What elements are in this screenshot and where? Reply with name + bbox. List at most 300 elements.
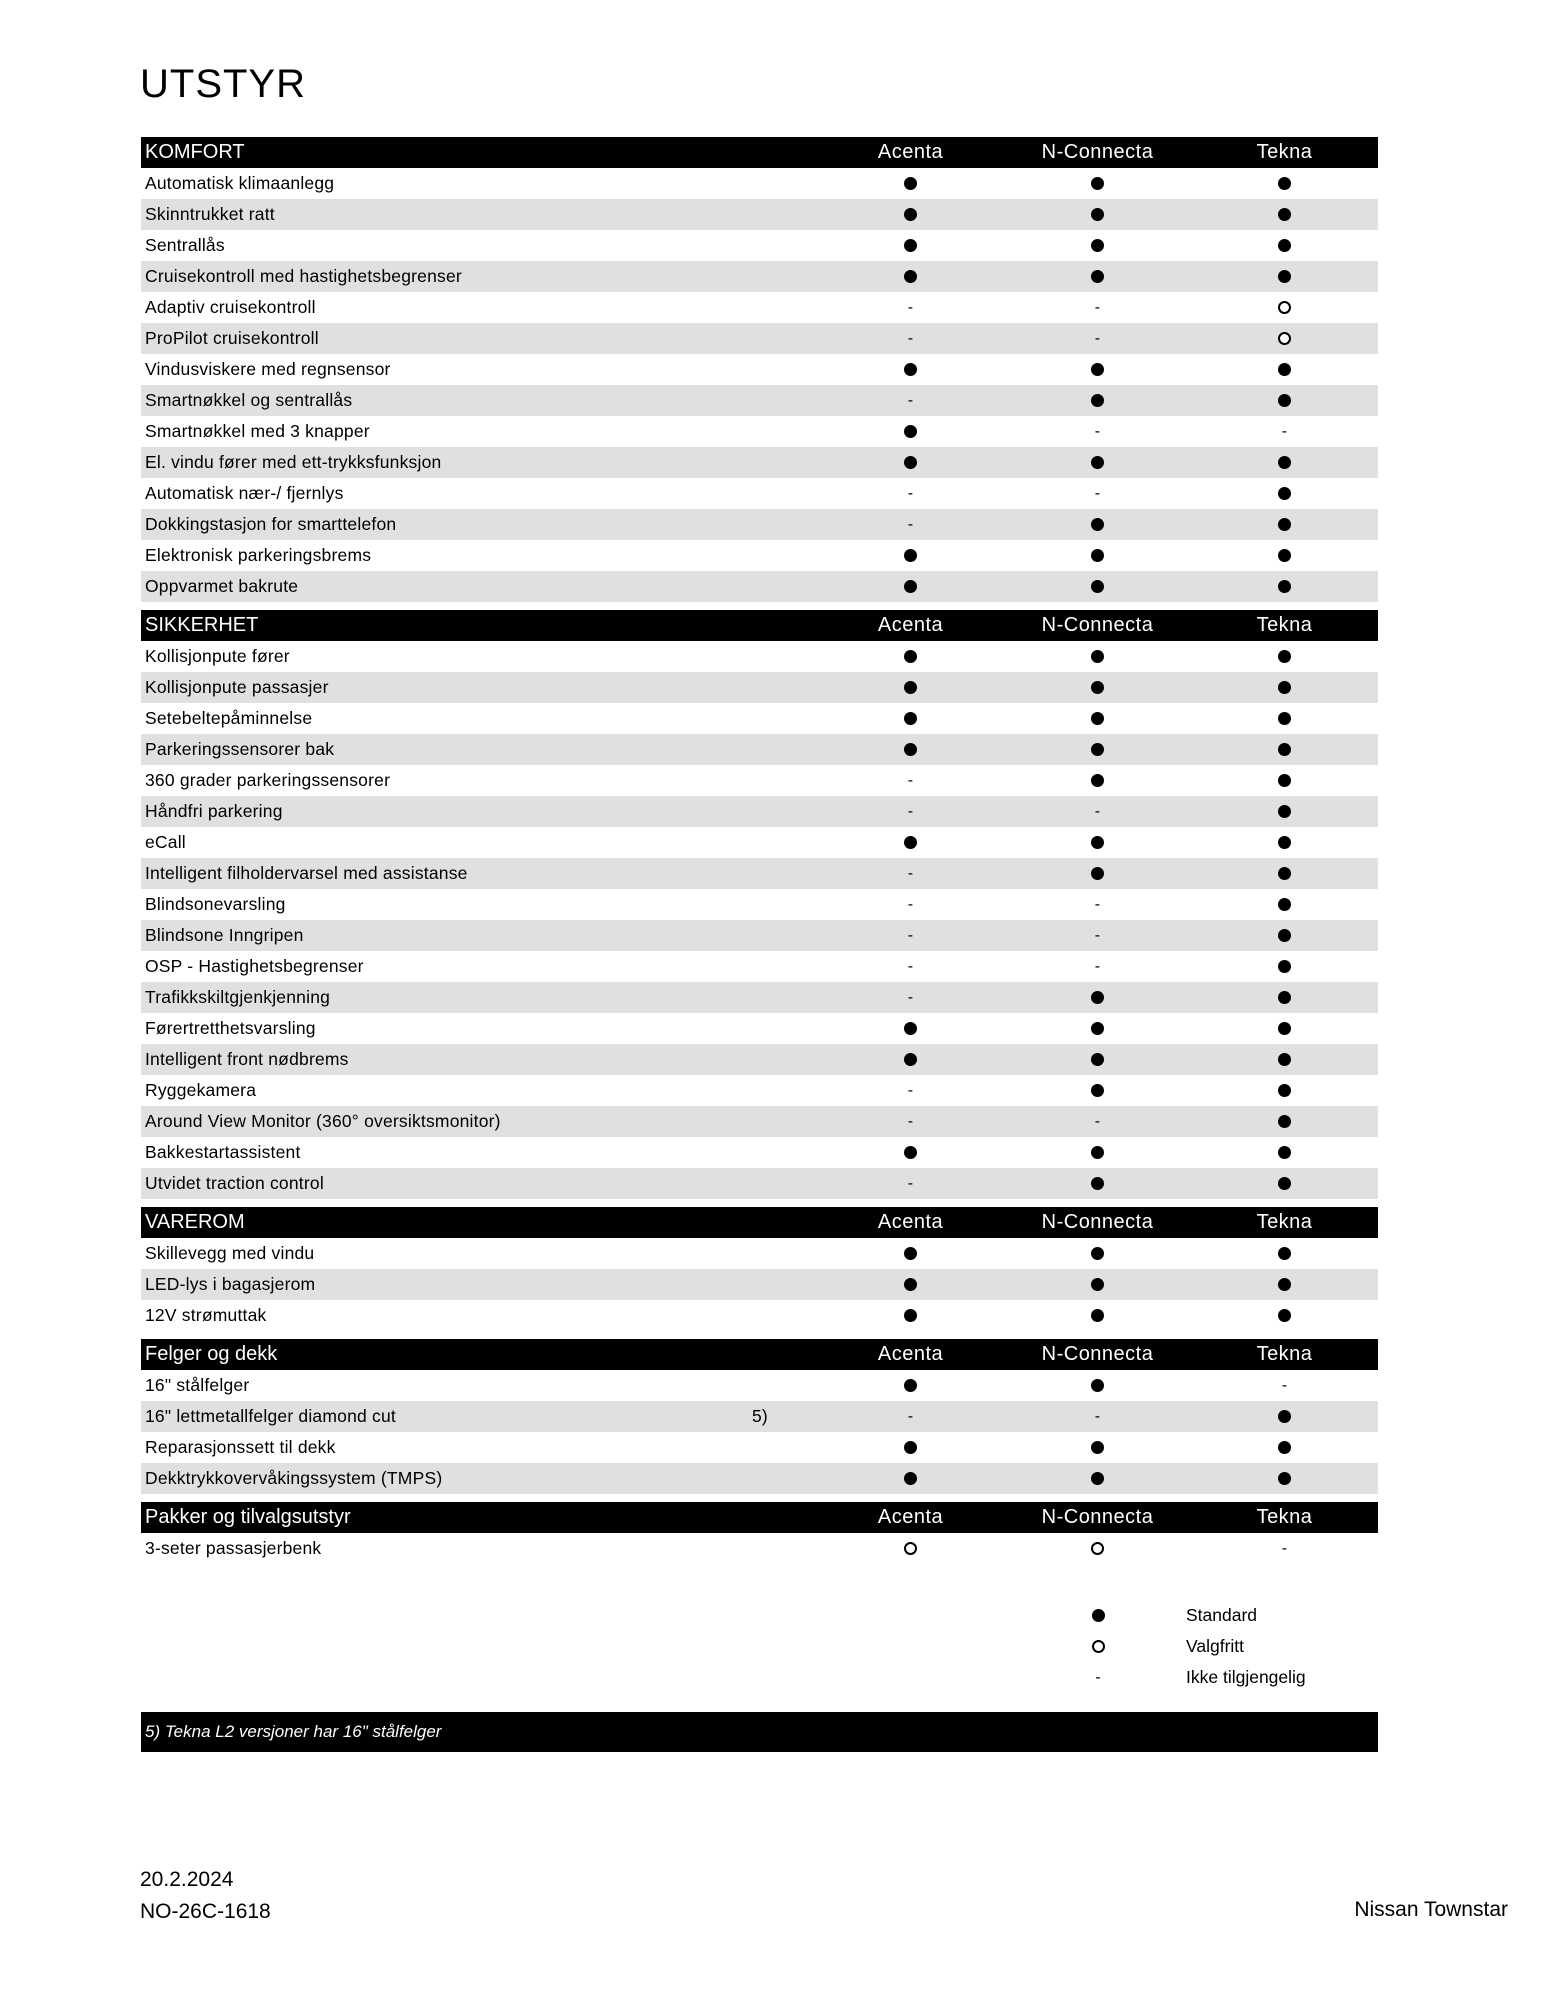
value-cell bbox=[1004, 889, 1191, 920]
table-row bbox=[141, 703, 1378, 734]
table-row bbox=[141, 1137, 1378, 1168]
table-row bbox=[141, 1075, 1378, 1106]
value-cell bbox=[817, 199, 1004, 230]
row-label-text: Around View Monitor (360° oversiktsmonitor) bbox=[145, 1111, 501, 1131]
row-label-text: Sentrallås bbox=[145, 235, 225, 255]
table-row bbox=[141, 1370, 1378, 1401]
table-row bbox=[141, 323, 1378, 354]
row-label bbox=[141, 1468, 817, 1489]
standard-dot-icon bbox=[1091, 743, 1104, 756]
table-row bbox=[141, 827, 1378, 858]
row-label-text: Skinntrukket ratt bbox=[145, 204, 275, 224]
column-header: N-Connecta bbox=[1041, 1343, 1154, 1365]
row-label bbox=[141, 1173, 817, 1194]
value-cell bbox=[1191, 1106, 1378, 1137]
value-cell bbox=[817, 571, 1004, 602]
value-cell bbox=[817, 540, 1004, 571]
value-cell bbox=[1191, 1075, 1378, 1106]
not-available-dash-icon: - bbox=[907, 1407, 914, 1425]
standard-dot-icon bbox=[904, 650, 917, 663]
value-cell bbox=[1191, 765, 1378, 796]
legend bbox=[1050, 1600, 1380, 1693]
value-cell bbox=[1004, 734, 1191, 765]
value-cell bbox=[1004, 478, 1191, 509]
not-available-dash-icon: - bbox=[1094, 895, 1101, 913]
footnote-text: 5) Tekna L2 versjoner har 16" stålfelger bbox=[145, 1722, 442, 1741]
standard-dot-icon bbox=[904, 1441, 917, 1454]
value-cell bbox=[817, 1238, 1004, 1269]
value-cell bbox=[1004, 1044, 1191, 1075]
value-cell bbox=[1191, 261, 1378, 292]
row-label bbox=[141, 1142, 817, 1163]
value-cell bbox=[817, 889, 1004, 920]
standard-dot-icon bbox=[904, 1022, 917, 1035]
column-header: Tekna bbox=[1256, 614, 1313, 636]
standard-dot-icon bbox=[1278, 487, 1291, 500]
standard-dot-icon bbox=[904, 208, 917, 221]
value-cell bbox=[1191, 951, 1378, 982]
value-cell bbox=[1004, 447, 1191, 478]
table-section bbox=[141, 1502, 1378, 1564]
value-cell bbox=[1004, 1075, 1191, 1106]
row-label-text: Dekktrykkovervåkingssystem (TMPS) bbox=[145, 1468, 443, 1488]
row-label bbox=[141, 1243, 817, 1264]
row-label-text: Kollisjonpute fører bbox=[145, 646, 290, 666]
value-cell bbox=[1191, 540, 1378, 571]
column-header: Tekna bbox=[1256, 1211, 1313, 1233]
standard-dot-icon bbox=[1091, 549, 1104, 562]
value-cell bbox=[1004, 261, 1191, 292]
value-cell bbox=[817, 1044, 1004, 1075]
standard-dot-icon bbox=[1091, 1084, 1104, 1097]
value-cell bbox=[1004, 416, 1191, 447]
value-cell bbox=[1191, 1238, 1378, 1269]
standard-dot-icon bbox=[1278, 836, 1291, 849]
standard-dot-icon bbox=[1091, 836, 1104, 849]
table-row bbox=[141, 1168, 1378, 1199]
standard-dot-icon bbox=[1091, 1177, 1104, 1190]
table-row bbox=[141, 1106, 1378, 1137]
value-cell bbox=[1004, 199, 1191, 230]
value-cell bbox=[817, 1137, 1004, 1168]
value-cell bbox=[1191, 982, 1378, 1013]
not-available-dash-icon: - bbox=[1094, 926, 1101, 944]
section-header bbox=[141, 1502, 1378, 1533]
row-label bbox=[141, 1538, 817, 1559]
standard-dot-icon bbox=[1091, 681, 1104, 694]
value-cell bbox=[817, 447, 1004, 478]
column-header: Acenta bbox=[877, 1343, 944, 1365]
not-available-dash-icon: - bbox=[1281, 1539, 1288, 1557]
not-available-dash-icon: - bbox=[907, 329, 914, 347]
not-available-dash-icon: - bbox=[907, 895, 914, 913]
value-cell bbox=[1004, 230, 1191, 261]
table-row bbox=[141, 765, 1378, 796]
row-label-text: Automatisk klimaanlegg bbox=[145, 173, 335, 193]
value-cell bbox=[1191, 571, 1378, 602]
row-label-text: Cruisekontroll med hastighetsbegrenser bbox=[145, 266, 462, 286]
standard-dot-icon bbox=[1091, 774, 1104, 787]
row-label-text: Dokkingstasjon for smarttelefon bbox=[145, 514, 397, 534]
not-available-dash-icon: - bbox=[907, 771, 914, 789]
not-available-dash-icon: - bbox=[1094, 298, 1101, 316]
value-cell bbox=[817, 1013, 1004, 1044]
table-row bbox=[141, 1044, 1378, 1075]
standard-dot-icon bbox=[904, 177, 917, 190]
row-label bbox=[141, 1437, 817, 1458]
value-cell bbox=[817, 1300, 1004, 1331]
legend-item bbox=[1050, 1631, 1380, 1662]
row-label-text: Blindsone Inngripen bbox=[145, 925, 304, 945]
value-cell bbox=[1004, 1269, 1191, 1300]
table-row bbox=[141, 1013, 1378, 1044]
value-cell bbox=[817, 1269, 1004, 1300]
value-cell bbox=[1191, 827, 1378, 858]
section-header bbox=[141, 137, 1378, 168]
legend-text: Standard bbox=[1186, 1605, 1258, 1625]
not-available-dash-icon: - bbox=[907, 1081, 914, 1099]
standard-dot-icon bbox=[1278, 363, 1291, 376]
row-label bbox=[141, 235, 817, 256]
standard-dot-icon bbox=[1278, 1084, 1291, 1097]
standard-dot-icon bbox=[1278, 1410, 1291, 1423]
row-label-text: LED-lys i bagasjerom bbox=[145, 1274, 316, 1294]
value-cell bbox=[817, 1533, 1004, 1564]
not-available-dash-icon: - bbox=[907, 1112, 914, 1130]
standard-dot-icon bbox=[904, 1278, 917, 1291]
standard-dot-icon bbox=[1091, 712, 1104, 725]
row-label-text: Ryggekamera bbox=[145, 1080, 257, 1100]
value-cell bbox=[1191, 1168, 1378, 1199]
row-label-text: El. vindu fører med ett-trykksfunksjon bbox=[145, 452, 442, 472]
value-cell bbox=[817, 509, 1004, 540]
standard-dot-icon bbox=[1091, 208, 1104, 221]
brand-name: Nissan Townstar bbox=[1354, 1898, 1508, 1921]
table-section bbox=[141, 1339, 1378, 1494]
value-cell bbox=[817, 827, 1004, 858]
value-cell bbox=[1004, 540, 1191, 571]
table-row bbox=[141, 199, 1378, 230]
document-code: NO-26C-1618 bbox=[140, 1900, 271, 1923]
standard-dot-icon bbox=[1278, 650, 1291, 663]
value-cell bbox=[817, 1432, 1004, 1463]
row-label-text: Håndfri parkering bbox=[145, 801, 283, 821]
standard-dot-icon bbox=[1278, 1146, 1291, 1159]
value-cell bbox=[1004, 1401, 1191, 1432]
value-cell bbox=[1191, 672, 1378, 703]
value-cell bbox=[1191, 1013, 1378, 1044]
row-label bbox=[141, 925, 817, 946]
row-label bbox=[141, 297, 817, 318]
value-cell bbox=[1004, 1533, 1191, 1564]
row-footnote-ref: 5) bbox=[752, 1406, 768, 1426]
standard-dot-icon bbox=[1091, 1309, 1104, 1322]
value-cell bbox=[1004, 1013, 1191, 1044]
column-header: N-Connecta bbox=[1041, 614, 1154, 636]
standard-dot-icon bbox=[1091, 1247, 1104, 1260]
value-cell bbox=[1191, 1463, 1378, 1494]
table-row bbox=[141, 509, 1378, 540]
standard-dot-icon bbox=[1278, 774, 1291, 787]
column-header: Tekna bbox=[1256, 141, 1313, 163]
value-cell bbox=[1191, 858, 1378, 889]
value-cell bbox=[817, 385, 1004, 416]
value-cell bbox=[1004, 571, 1191, 602]
standard-dot-icon bbox=[1278, 394, 1291, 407]
row-label bbox=[141, 266, 817, 287]
section-header bbox=[141, 610, 1378, 641]
row-label-text: Automatisk nær-/ fjernlys bbox=[145, 483, 344, 503]
standard-dot-icon bbox=[1091, 1441, 1104, 1454]
standard-dot-icon bbox=[904, 1379, 917, 1392]
row-label bbox=[141, 1274, 817, 1295]
value-cell bbox=[1004, 1370, 1191, 1401]
value-cell bbox=[817, 734, 1004, 765]
standard-dot-icon bbox=[1278, 929, 1291, 942]
standard-dot-icon bbox=[904, 1309, 917, 1322]
row-label bbox=[141, 1406, 817, 1427]
standard-dot-icon bbox=[904, 425, 917, 438]
table-row bbox=[141, 540, 1378, 571]
row-label bbox=[141, 483, 817, 504]
standard-dot-icon bbox=[1278, 1177, 1291, 1190]
standard-dot-icon bbox=[1091, 1146, 1104, 1159]
value-cell bbox=[817, 168, 1004, 199]
standard-dot-icon bbox=[904, 712, 917, 725]
standard-dot-icon bbox=[904, 1053, 917, 1066]
table-row bbox=[141, 951, 1378, 982]
value-cell bbox=[1004, 982, 1191, 1013]
table-row bbox=[141, 1300, 1378, 1331]
standard-dot-icon bbox=[1278, 1441, 1291, 1454]
row-label bbox=[141, 646, 817, 667]
value-cell bbox=[1191, 641, 1378, 672]
value-cell bbox=[1191, 1401, 1378, 1432]
column-header: Acenta bbox=[877, 1506, 944, 1528]
table-row bbox=[141, 889, 1378, 920]
value-cell bbox=[817, 292, 1004, 323]
standard-dot-icon bbox=[1091, 580, 1104, 593]
column-header: N-Connecta bbox=[1041, 1211, 1154, 1233]
standard-dot-icon bbox=[1091, 363, 1104, 376]
row-label bbox=[141, 739, 817, 760]
row-label-text: 3-seter passasjerbenk bbox=[145, 1538, 322, 1558]
standard-dot-icon bbox=[1278, 712, 1291, 725]
standard-dot-icon bbox=[1278, 239, 1291, 252]
value-cell bbox=[817, 261, 1004, 292]
column-header: Acenta bbox=[877, 614, 944, 636]
row-label-text: Elektronisk parkeringsbrems bbox=[145, 545, 372, 565]
row-label-text: 360 grader parkeringssensorer bbox=[145, 770, 391, 790]
value-cell bbox=[1004, 641, 1191, 672]
standard-dot-icon bbox=[1278, 518, 1291, 531]
table-row bbox=[141, 478, 1378, 509]
not-available-dash-icon: - bbox=[1094, 1407, 1101, 1425]
value-cell bbox=[1191, 354, 1378, 385]
standard-dot-icon bbox=[1278, 991, 1291, 1004]
table-row bbox=[141, 385, 1378, 416]
row-label bbox=[141, 770, 817, 791]
standard-dot-icon bbox=[1091, 1278, 1104, 1291]
not-available-dash-icon: - bbox=[1281, 422, 1288, 440]
value-cell bbox=[817, 1168, 1004, 1199]
value-cell bbox=[1191, 323, 1378, 354]
value-cell bbox=[1004, 796, 1191, 827]
row-label bbox=[141, 545, 817, 566]
row-label bbox=[141, 421, 817, 442]
not-available-dash-icon: - bbox=[907, 988, 914, 1006]
optional-ring-icon bbox=[904, 1542, 917, 1555]
equipment-table bbox=[141, 137, 1378, 1572]
row-label-text: Smartnøkkel med 3 knapper bbox=[145, 421, 370, 441]
row-label bbox=[141, 390, 817, 411]
value-cell bbox=[1004, 920, 1191, 951]
row-label-text: Vindusviskere med regnsensor bbox=[145, 359, 391, 379]
standard-dot-icon bbox=[1091, 1379, 1104, 1392]
table-row bbox=[141, 858, 1378, 889]
row-label-text: Bakkestartassistent bbox=[145, 1142, 301, 1162]
value-cell bbox=[1191, 1533, 1378, 1564]
value-cell bbox=[1004, 1463, 1191, 1494]
section-title: SIKKERHET bbox=[145, 614, 259, 636]
row-label bbox=[141, 708, 817, 729]
row-label bbox=[141, 1111, 817, 1132]
standard-dot-icon bbox=[1278, 456, 1291, 469]
not-available-dash-icon: - bbox=[907, 926, 914, 944]
row-label-text: Oppvarmet bakrute bbox=[145, 576, 299, 596]
value-cell bbox=[1004, 1168, 1191, 1199]
row-label-text: Parkeringssensorer bak bbox=[145, 739, 335, 759]
standard-dot-icon bbox=[904, 1247, 917, 1260]
section-title: KOMFORT bbox=[145, 141, 245, 163]
value-cell bbox=[1191, 168, 1378, 199]
value-cell bbox=[1191, 1044, 1378, 1075]
value-cell bbox=[817, 920, 1004, 951]
table-row bbox=[141, 168, 1378, 199]
value-cell bbox=[1191, 385, 1378, 416]
standard-dot-icon bbox=[1278, 1247, 1291, 1260]
value-cell bbox=[1004, 858, 1191, 889]
table-row bbox=[141, 261, 1378, 292]
standard-dot-icon bbox=[904, 270, 917, 283]
standard-dot-icon bbox=[1091, 456, 1104, 469]
value-cell bbox=[1004, 1238, 1191, 1269]
value-cell bbox=[1004, 168, 1191, 199]
value-cell bbox=[817, 703, 1004, 734]
table-section bbox=[141, 137, 1378, 602]
value-cell bbox=[817, 478, 1004, 509]
standard-dot-icon bbox=[904, 681, 917, 694]
value-cell bbox=[817, 765, 1004, 796]
standard-dot-icon bbox=[1278, 549, 1291, 562]
footnote-bar bbox=[141, 1712, 1378, 1752]
row-label bbox=[141, 328, 817, 349]
row-label-text: Kollisjonpute passasjer bbox=[145, 677, 329, 697]
standard-dot-icon bbox=[1278, 1022, 1291, 1035]
not-available-dash-icon: - bbox=[1281, 1376, 1288, 1394]
legend-item bbox=[1050, 1662, 1380, 1693]
legend-item bbox=[1050, 1600, 1380, 1631]
column-header: Tekna bbox=[1256, 1343, 1313, 1365]
standard-dot-icon bbox=[1092, 1609, 1105, 1622]
value-cell bbox=[1191, 509, 1378, 540]
not-available-dash-icon: - bbox=[907, 802, 914, 820]
not-available-dash-icon: - bbox=[907, 484, 914, 502]
row-label-text: Skillevegg med vindu bbox=[145, 1243, 315, 1263]
row-label bbox=[141, 1049, 817, 1070]
table-row bbox=[141, 354, 1378, 385]
value-cell bbox=[1191, 447, 1378, 478]
value-cell bbox=[1191, 416, 1378, 447]
standard-dot-icon bbox=[1091, 1053, 1104, 1066]
not-available-dash-icon: - bbox=[1095, 1668, 1101, 1686]
row-label bbox=[141, 832, 817, 853]
row-label-text: Utvidet traction control bbox=[145, 1173, 324, 1193]
row-label bbox=[141, 956, 817, 977]
row-label-text: 16" lettmetallfelger diamond cut bbox=[145, 1406, 396, 1426]
value-cell bbox=[1191, 1269, 1378, 1300]
standard-dot-icon bbox=[1091, 650, 1104, 663]
value-cell bbox=[1004, 385, 1191, 416]
row-label-text: OSP - Hastighetsbegrenser bbox=[145, 956, 364, 976]
not-available-dash-icon: - bbox=[907, 515, 914, 533]
standard-dot-icon bbox=[904, 239, 917, 252]
not-available-dash-icon: - bbox=[1094, 484, 1101, 502]
value-cell bbox=[817, 641, 1004, 672]
value-cell bbox=[1004, 951, 1191, 982]
row-label-text: ProPilot cruisekontroll bbox=[145, 328, 319, 348]
table-row bbox=[141, 641, 1378, 672]
value-cell bbox=[1004, 323, 1191, 354]
value-cell bbox=[817, 858, 1004, 889]
row-label bbox=[141, 173, 817, 194]
row-label-text: 12V strømuttak bbox=[145, 1305, 267, 1325]
value-cell bbox=[1191, 703, 1378, 734]
value-cell bbox=[817, 951, 1004, 982]
row-label bbox=[141, 1375, 817, 1396]
table-section bbox=[141, 610, 1378, 1199]
value-cell bbox=[817, 1401, 1004, 1432]
document-date: 20.2.2024 bbox=[140, 1868, 234, 1891]
section-title: Pakker og tilvalgsutstyr bbox=[145, 1506, 351, 1528]
value-cell bbox=[1004, 1300, 1191, 1331]
row-label-text: Smartnøkkel og sentrallås bbox=[145, 390, 353, 410]
table-row bbox=[141, 447, 1378, 478]
standard-dot-icon bbox=[1278, 177, 1291, 190]
table-row bbox=[141, 672, 1378, 703]
value-cell bbox=[1191, 1432, 1378, 1463]
row-label bbox=[141, 1080, 817, 1101]
row-label bbox=[141, 863, 817, 884]
standard-dot-icon bbox=[1091, 867, 1104, 880]
standard-dot-icon bbox=[1278, 208, 1291, 221]
standard-dot-icon bbox=[1091, 270, 1104, 283]
row-label-text: Setebeltepåminnelse bbox=[145, 708, 313, 728]
value-cell bbox=[1004, 672, 1191, 703]
standard-dot-icon bbox=[1091, 177, 1104, 190]
standard-dot-icon bbox=[1278, 1309, 1291, 1322]
value-cell bbox=[1004, 765, 1191, 796]
value-cell bbox=[817, 1075, 1004, 1106]
legend-text: Ikke tilgjengelig bbox=[1186, 1667, 1306, 1687]
value-cell bbox=[1004, 827, 1191, 858]
standard-dot-icon bbox=[1091, 518, 1104, 531]
row-label-text: eCall bbox=[145, 832, 186, 852]
table-row bbox=[141, 920, 1378, 951]
table-row bbox=[141, 982, 1378, 1013]
row-label bbox=[141, 452, 817, 473]
value-cell bbox=[817, 1463, 1004, 1494]
